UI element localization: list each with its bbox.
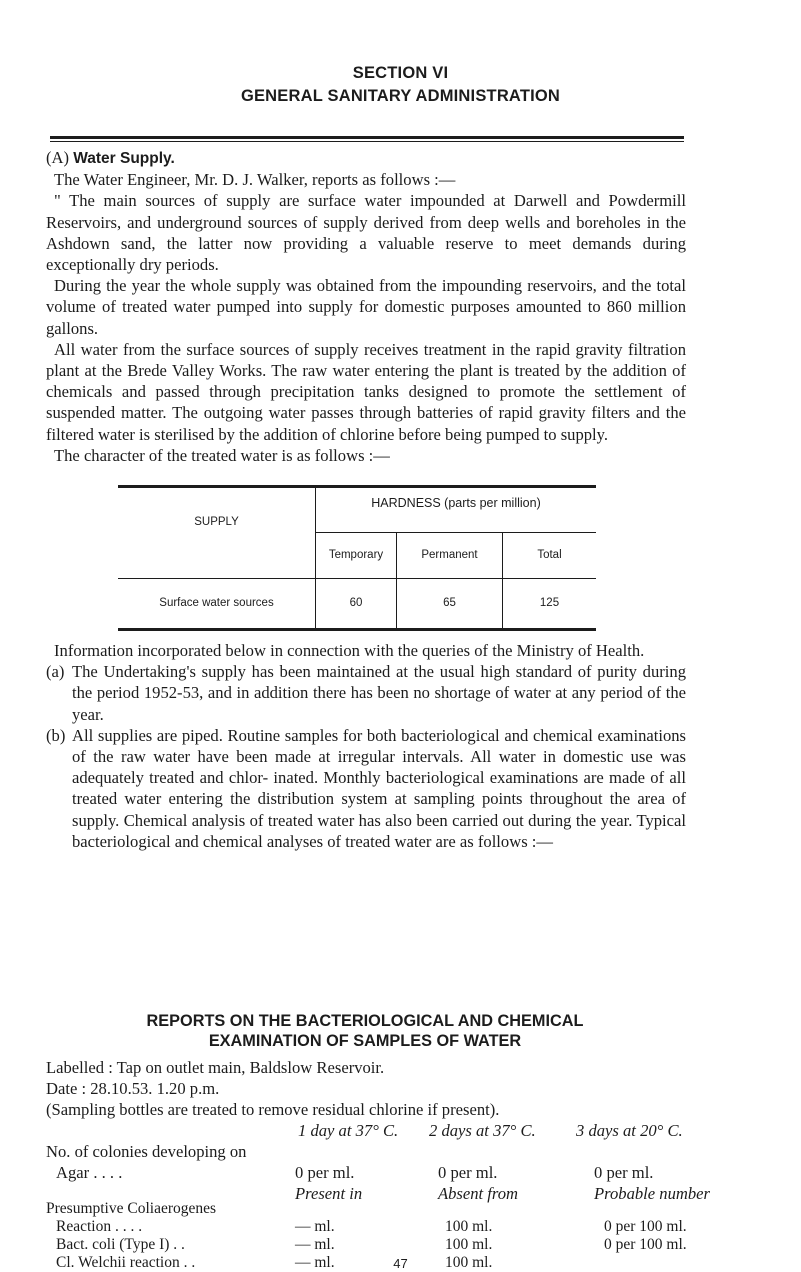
table-rule-bottom xyxy=(118,628,596,631)
paragraph-character: The character of the treated water is as follows :— xyxy=(54,445,390,465)
incubation-1day: 1 day at 37° C. xyxy=(298,1121,399,1140)
hardness-group-header: HARDNESS (parts per million) xyxy=(371,496,541,510)
colonies-1day: 0 per ml. xyxy=(295,1163,355,1182)
page-number: 47 xyxy=(393,1256,408,1271)
table-rule-vertical-2 xyxy=(502,533,503,628)
report-labelled: Labelled : Tap on outlet main, Baldslow Reservoir. xyxy=(46,1058,385,1077)
colonies-label-2: Agar . . . . xyxy=(56,1163,123,1182)
row-surface-water: Surface water sources xyxy=(159,597,274,609)
row-cl-welchii-absent: 100 ml. xyxy=(445,1254,493,1271)
cell-total: 125 xyxy=(539,597,560,609)
section-title: GENERAL SANITARY ADMINISTRATION xyxy=(240,87,561,105)
col-permanent: Permanent xyxy=(421,549,478,561)
row-reaction-label: Reaction . . . . xyxy=(56,1218,143,1235)
report-title-line1: REPORTS ON THE BACTERIOLOGICAL AND CHEMICAL xyxy=(146,1012,584,1030)
paragraph-volume: During the year the whole supply was obtained from the impounding reservoirs, and the total volume of treated water pumped into supply for domestic purposes amounted to 860 million gallons. xyxy=(46,276,686,338)
water-supply-heading-label: (A) xyxy=(46,148,70,167)
header-rule-thick xyxy=(50,136,684,139)
info-item-a xyxy=(46,661,686,725)
col-temporary: Temporary xyxy=(328,549,384,561)
row-cl-welchii-label: Cl. Welchii reaction . . xyxy=(56,1254,196,1271)
subhead-present-in: Present in xyxy=(295,1184,363,1203)
table-rule-vertical-1 xyxy=(396,533,397,628)
report-intro: The Water Engineer, Mr. D. J. Walker, reports as follows :— xyxy=(54,170,456,190)
row-bact-coli-probable: 0 per 100 ml. xyxy=(604,1236,687,1253)
info-item-b-label: (b) xyxy=(46,725,66,745)
col-total: Total xyxy=(537,549,562,561)
incubation-2days: 2 days at 37° C. xyxy=(429,1121,536,1140)
section-number: SECTION VI xyxy=(352,64,449,82)
ministry-info-section xyxy=(46,640,686,852)
row-bact-coli-present: — ml. xyxy=(295,1236,335,1253)
subhead-probable-number: Probable number xyxy=(594,1184,710,1203)
incubation-3days: 3 days at 20° C. xyxy=(576,1121,683,1140)
row-reaction-probable: 0 per 100 ml. xyxy=(604,1218,687,1235)
supply-header: SUPPLY xyxy=(194,516,239,528)
cell-temporary: 60 xyxy=(349,597,363,609)
row-bact-coli-absent: 100 ml. xyxy=(445,1236,493,1253)
cell-permanent: 65 xyxy=(443,597,456,609)
subhead-absent-from: Absent from xyxy=(438,1184,519,1203)
info-item-b-text: All supplies are piped. Routine samples for both bacteriological and chemical examinations of the raw water have been made at irregular intervals. All water in domestic use was adequately treated and chlor- inated. Monthly bacteriological examinations are made of all treated water entering the distribution system at sampling points throughout the area of supply. Chemical analysis of treated water has also been carried out during the year. Typical bacteriological and chemical analyses of treated water are as follows :— xyxy=(72,725,686,851)
row-reaction-present: — ml. xyxy=(295,1218,335,1235)
report-date: Date : 28.10.53. 1.20 p.m. xyxy=(46,1079,220,1098)
table-rule-top xyxy=(118,485,596,488)
water-supply-heading: Water Supply. xyxy=(73,150,175,167)
report-title-line2: EXAMINATION OF SAMPLES OF WATER xyxy=(208,1032,522,1050)
info-item-b xyxy=(46,725,686,852)
colonies-label-1: No. of colonies developing on xyxy=(46,1142,247,1161)
report-sampling: (Sampling bottles are treated to remove residual chlorine if present). xyxy=(46,1100,500,1119)
info-item-a-text: The Undertaking's supply has been maintained at the usual high standard of purity during the period 1952-53, and in addition there has been no shortage of water at any period of the year. xyxy=(72,662,686,724)
paragraph-sources: " The main sources of supply are surface water impounded at Darwell and Powdermill Reservoirs, and underground sources of supply derived from deep wells and boreholes in the Ashdown sand, the latter now providing a valuable reserve to meet demands during exceptionally dry periods. xyxy=(46,191,686,275)
info-item-a-label: (a) xyxy=(46,662,65,682)
table-rule-header xyxy=(118,578,596,579)
water-supply-section xyxy=(46,147,686,466)
row-reaction-absent: 100 ml. xyxy=(445,1218,493,1235)
colonies-3days: 0 per ml. xyxy=(594,1163,654,1182)
paragraph-treatment: All water from the surface sources of supply receives treatment in the rapid gravity filtration plant at the Brede Valley Works. The raw water entering the plant is treated by the addition of chemicals and passed through precipitation tanks designed to promote the settlement of suspended matter. The outgoing water passes through batteries of rapid gravity filters and the filtered water is sterilised by the addition of chlorine before being pumped to supply. xyxy=(46,339,686,444)
colonies-2days: 0 per ml. xyxy=(438,1163,498,1182)
presumptive-label: Presumptive Coliaerogenes xyxy=(46,1200,217,1217)
table-rule-group xyxy=(315,532,596,533)
header-rule-thin xyxy=(50,141,684,142)
row-cl-welchii-present: — ml. xyxy=(295,1254,335,1271)
row-bact-coli-label: Bact. coli (Type I) . . xyxy=(56,1236,185,1253)
info-intro: Information incorporated below in connection with the queries of the Ministry of Health. xyxy=(54,641,645,660)
